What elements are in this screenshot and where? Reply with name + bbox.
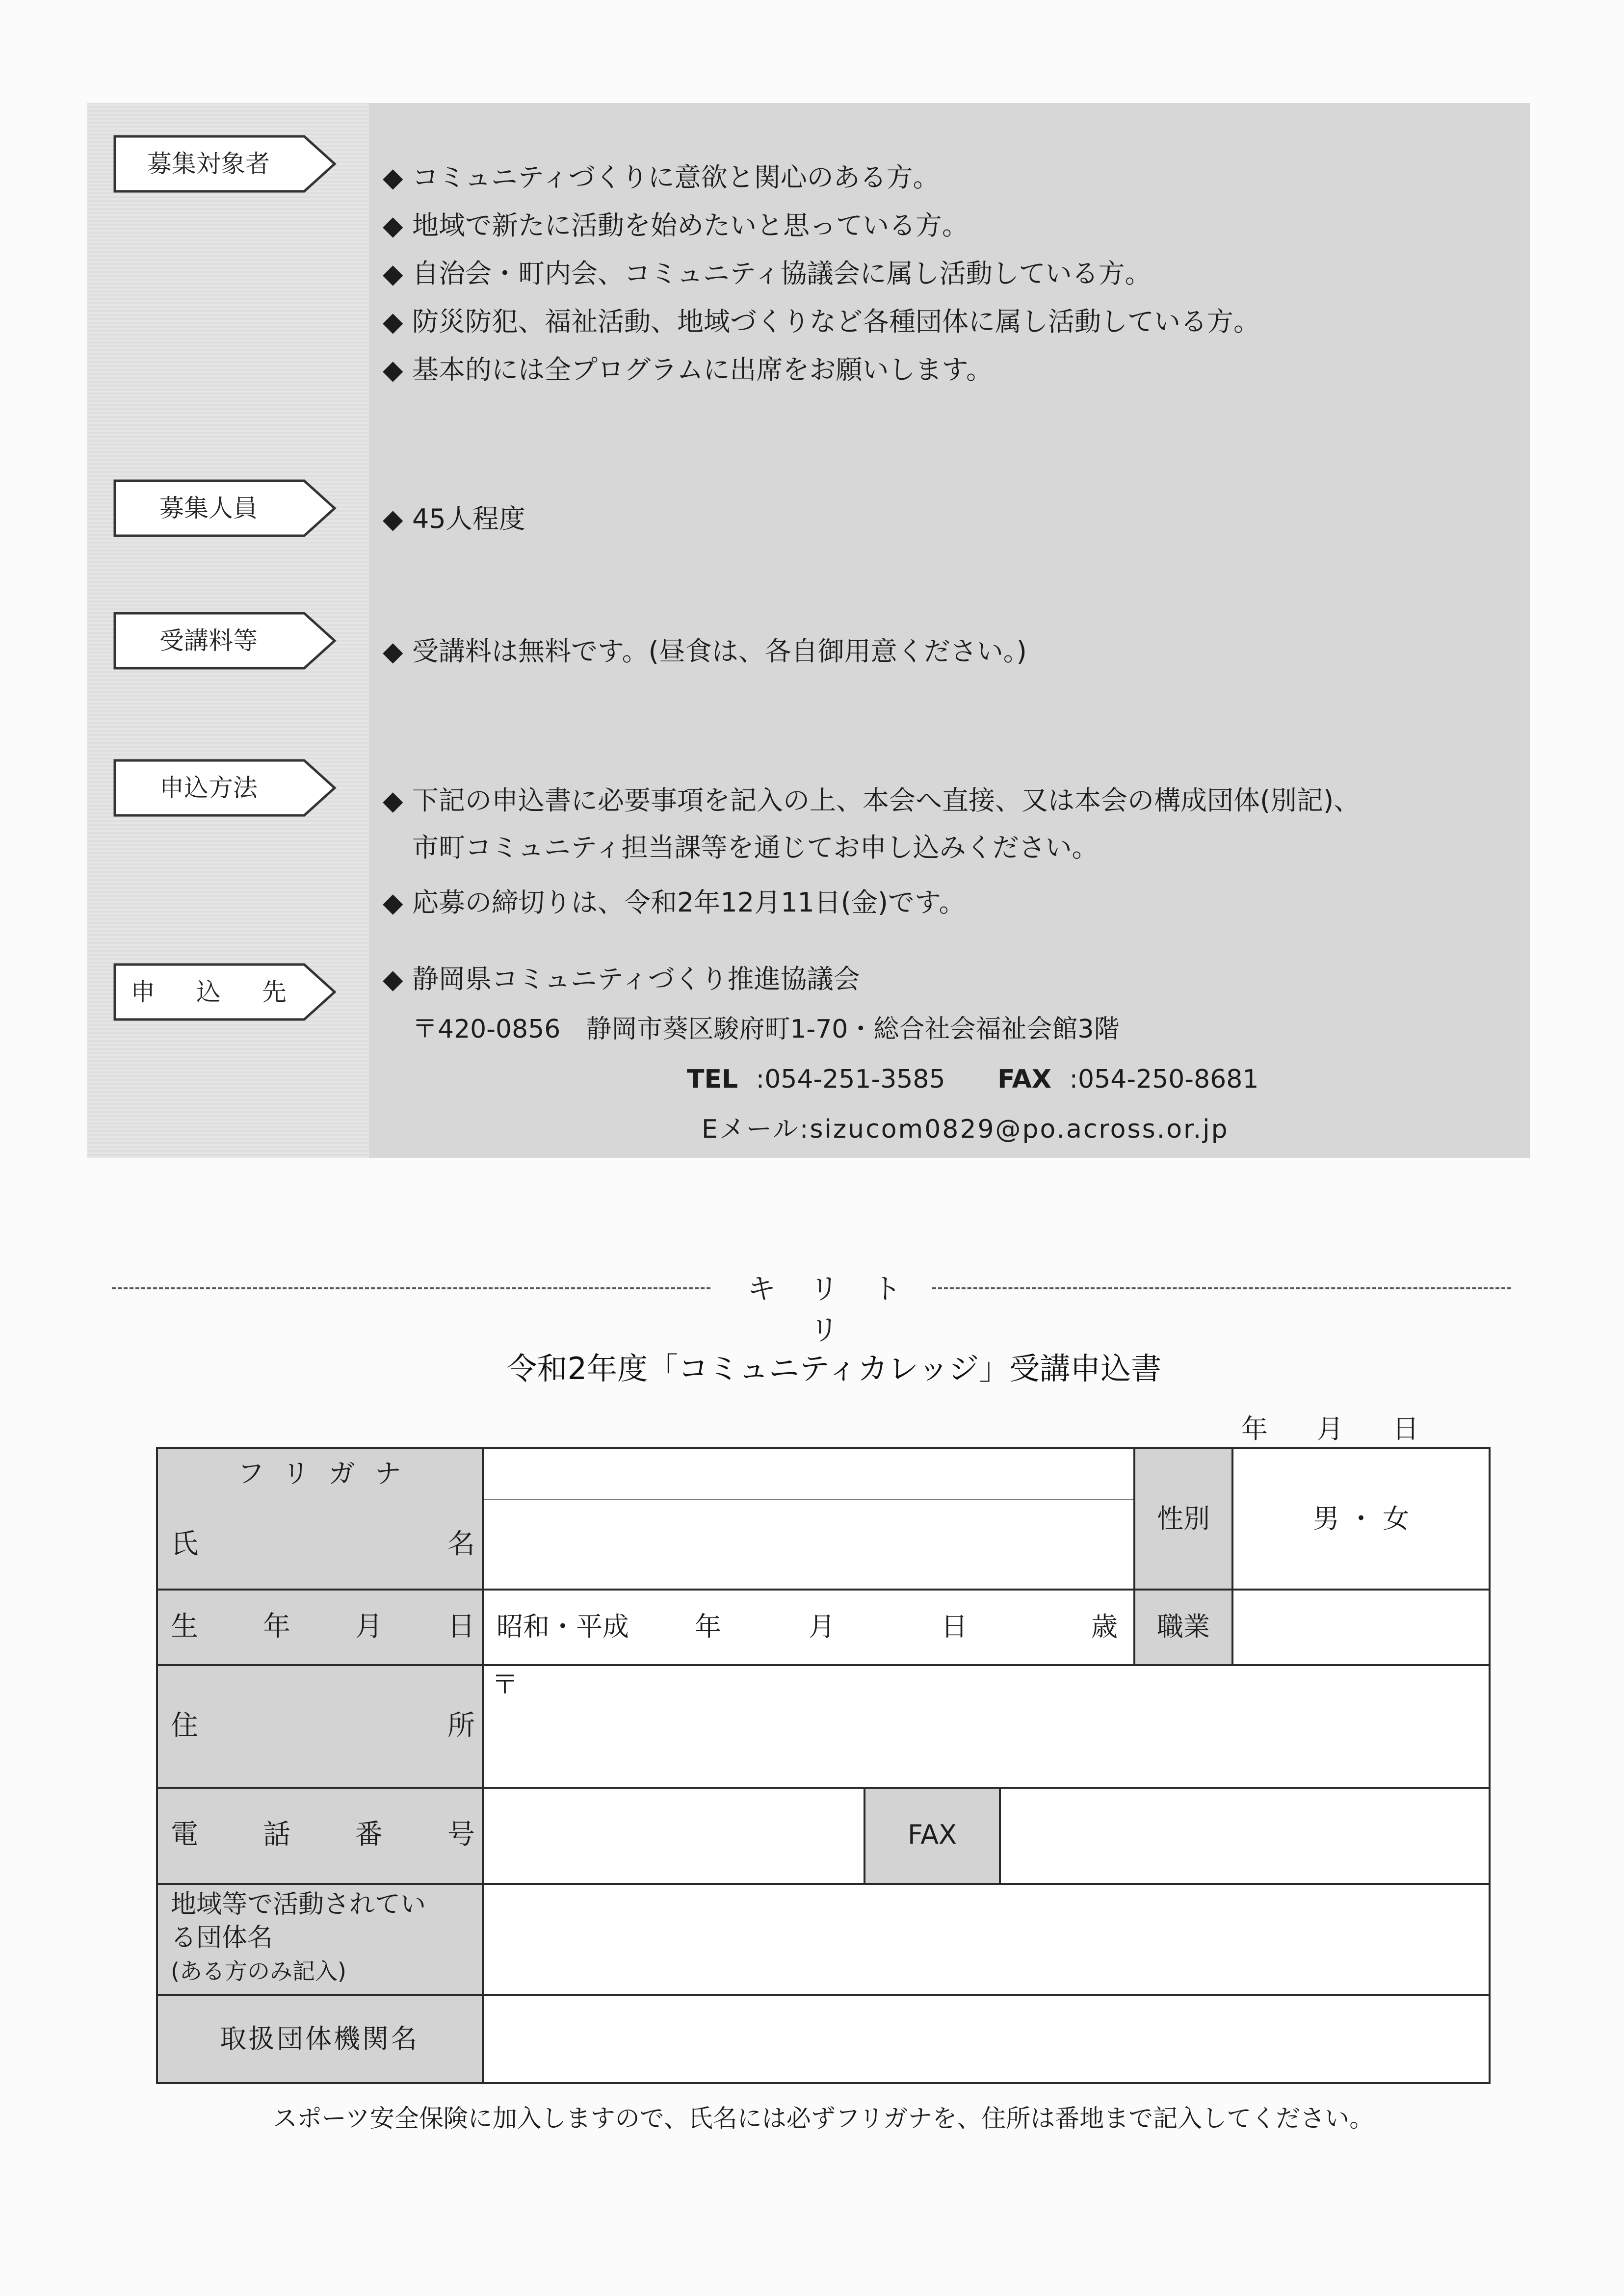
date-day: 日 — [1392, 1413, 1419, 1444]
bullet-item: ◆ 45人程度 — [383, 503, 525, 534]
form-border — [1489, 1447, 1491, 2084]
row-divider — [156, 1589, 1491, 1591]
diamond-bullet-icon: ◆ — [383, 785, 403, 816]
row-divider — [156, 1664, 1491, 1666]
gender-options: 男 ・ 女 — [1312, 1503, 1410, 1534]
application-form — [156, 1447, 1491, 2084]
furigana-label: フリガナ — [237, 1458, 421, 1489]
cut-label: キリトリ — [747, 1272, 936, 1347]
bullet-item: ◆ 受講料は無料です。(昼食は、各自御用意ください。) — [383, 636, 1027, 667]
cut-line-right — [932, 1287, 1511, 1289]
row-divider — [156, 1787, 1491, 1789]
tag-label: 受講料等 — [159, 626, 258, 655]
contact-email — [702, 1114, 1229, 1145]
birth-year-unit: 年 — [695, 1611, 721, 1642]
tag-label: 募集人員 — [159, 494, 258, 522]
row-divider — [156, 1883, 1491, 1885]
fax-label: FAX — [907, 1819, 957, 1850]
date-month: 月 — [1317, 1413, 1343, 1444]
name-label: 氏 名 — [171, 1528, 475, 1560]
diamond-bullet-icon: ◆ — [383, 258, 403, 289]
tag-recruitment-count — [113, 479, 339, 538]
form-border — [156, 1447, 1491, 1449]
furigana-field[interactable] — [484, 1449, 1133, 1500]
address-field[interactable] — [484, 1666, 1489, 1786]
fax-value: :054-250-8681 — [1069, 1065, 1259, 1094]
tag-label: 申 込 先 — [131, 978, 303, 1006]
tel-label: TEL — [687, 1065, 738, 1094]
phone-field[interactable] — [484, 1789, 864, 1882]
bullet-item: ◆ コミュニティづくりに意欲と関心のある方。 — [383, 162, 940, 193]
tel-value: :054-251-3585 — [756, 1065, 945, 1094]
fax-label: FAX — [997, 1065, 1051, 1094]
row-divider — [156, 1994, 1491, 1996]
tag-fee — [113, 611, 339, 670]
footer-note: スポーツ安全保険に加入しますので、氏名には必ずフリガナを、住所は番地まで記入してください。 — [272, 2104, 1374, 2133]
gender-label: 性別 — [1157, 1503, 1210, 1534]
form-date — [1241, 1408, 1468, 1446]
diamond-bullet-icon: ◆ — [383, 636, 403, 667]
birth-month-unit: 月 — [809, 1611, 835, 1642]
diamond-bullet-icon: ◆ — [383, 162, 403, 193]
diamond-bullet-icon: ◆ — [383, 887, 403, 918]
diamond-bullet-icon: ◆ — [383, 210, 403, 241]
furigana-divider — [484, 1499, 1134, 1500]
diamond-bullet-icon: ◆ — [383, 503, 403, 534]
bullet-item: ◆ 基本的には全プログラムに出席をお願いします。 — [383, 354, 993, 385]
bullet-item: ◆ 地域で新たに活動を始めたいと思っている方。 — [383, 210, 969, 241]
email-label: Eメール — [702, 1115, 800, 1144]
org-name-field[interactable] — [484, 1996, 1489, 2082]
cut-line-left — [112, 1287, 710, 1289]
form-title: 令和2年度「コミュニティカレッジ」受講申込書 — [506, 1351, 1162, 1386]
postal-mark: 〒 — [492, 1669, 518, 1700]
form-border — [156, 1447, 158, 2084]
group-label-line3: (ある方のみ記入) — [171, 1958, 346, 1984]
tag-application-destination — [113, 963, 339, 1021]
group-label-line1: 地域等で活動されてい — [171, 1890, 426, 1919]
column-divider — [482, 1447, 484, 2084]
date-year: 年 — [1241, 1413, 1268, 1444]
fax-field[interactable] — [1001, 1789, 1489, 1882]
phone-label: 電 話 番 号 — [171, 1819, 475, 1851]
form-border — [156, 2082, 1491, 2084]
birthdate-label: 生 年 月 日 — [171, 1611, 475, 1643]
job-field[interactable] — [1233, 1590, 1489, 1663]
diamond-bullet-icon: ◆ — [383, 306, 403, 337]
diamond-bullet-icon: ◆ — [383, 354, 403, 385]
tag-label: 申込方法 — [159, 774, 258, 802]
diamond-bullet-icon: ◆ — [383, 964, 403, 994]
tag-application-method — [113, 758, 339, 817]
bullet-item: ◆ 下記の申込書に必要事項を記入の上、本会へ直接、又は本会の構成団体(別記)、 — [383, 785, 1361, 816]
birth-age-unit: 歳 — [1091, 1611, 1118, 1642]
tag-recruitment-target — [113, 134, 339, 193]
org-label: 取扱団体機関名 — [220, 2023, 419, 2054]
contact-phone-fax — [687, 1064, 1258, 1095]
bullet-item: ◆ 静岡県コミュニティづくり推進協議会 — [383, 964, 860, 994]
address-label: 住 所 — [171, 1710, 475, 1742]
birth-era: 昭和・平成 — [497, 1611, 629, 1642]
email-value: :sizucom0829@po.across.or.jp — [799, 1115, 1229, 1144]
group-label-line2: る団体名 — [171, 1923, 273, 1953]
job-label: 職業 — [1157, 1611, 1210, 1642]
birth-day-unit: 日 — [941, 1611, 968, 1642]
contact-address: 〒420-0856 静岡市葵区駿府町1-70・総合社会福祉会館3階 — [412, 1015, 1120, 1044]
bullet-continuation: 市町コミュニティ担当課等を通じてお申し込みください。 — [412, 832, 1099, 863]
tag-label: 募集対象者 — [147, 150, 270, 178]
bullet-item: ◆ 応募の締切りは、令和2年12月11日(金)です。 — [383, 887, 966, 918]
name-field[interactable] — [484, 1501, 1133, 1589]
bullet-item: ◆ 自治会・町内会、コミュニティ協議会に属し活動している方。 — [383, 258, 1152, 289]
bullet-item: ◆ 防災防犯、福祉活動、地域づくりなど各種団体に属し活動している方。 — [383, 306, 1260, 337]
group-name-field[interactable] — [484, 1885, 1489, 1993]
